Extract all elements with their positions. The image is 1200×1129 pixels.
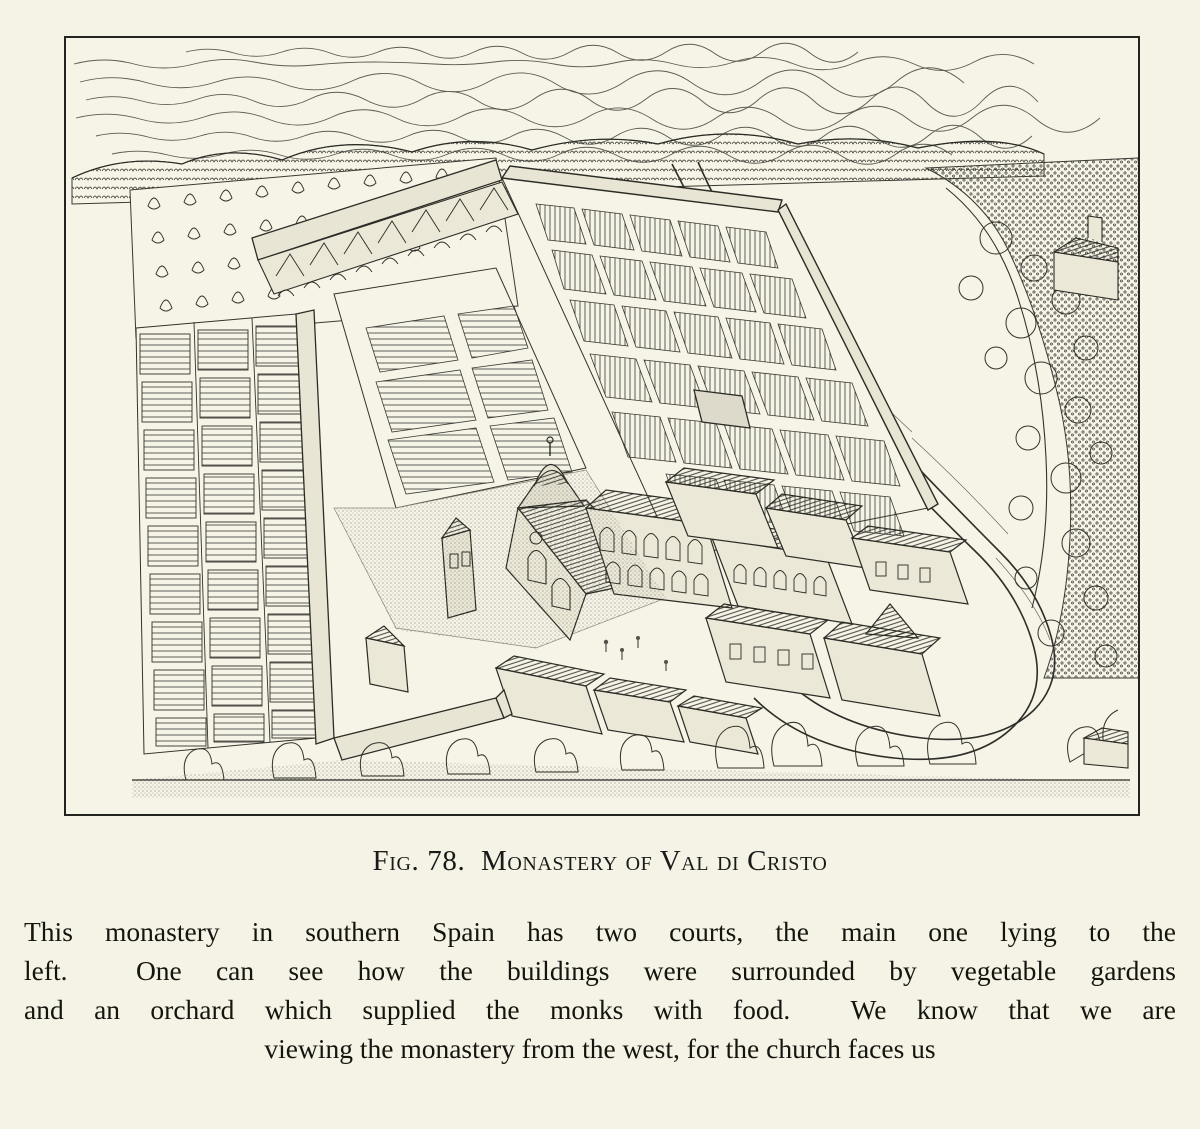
body-line: left. One can see how the buildings were surrounded by vegetable gardens <box>24 955 1176 986</box>
body-line: This monastery in southern Spain has two courts, the main one lying to the <box>24 916 1176 947</box>
caption-body-text <box>24 912 1176 1068</box>
figure-plate <box>64 36 1140 816</box>
body-line: viewing the monastery from the west, for the church faces us <box>264 1033 936 1064</box>
figure-caption: Fig. 78. Monastery of Val di Cristo <box>372 845 828 877</box>
body-line: and an orchard which supplied the monks with food. We know that we are <box>24 994 1176 1025</box>
monastery-engraving <box>66 38 1138 814</box>
